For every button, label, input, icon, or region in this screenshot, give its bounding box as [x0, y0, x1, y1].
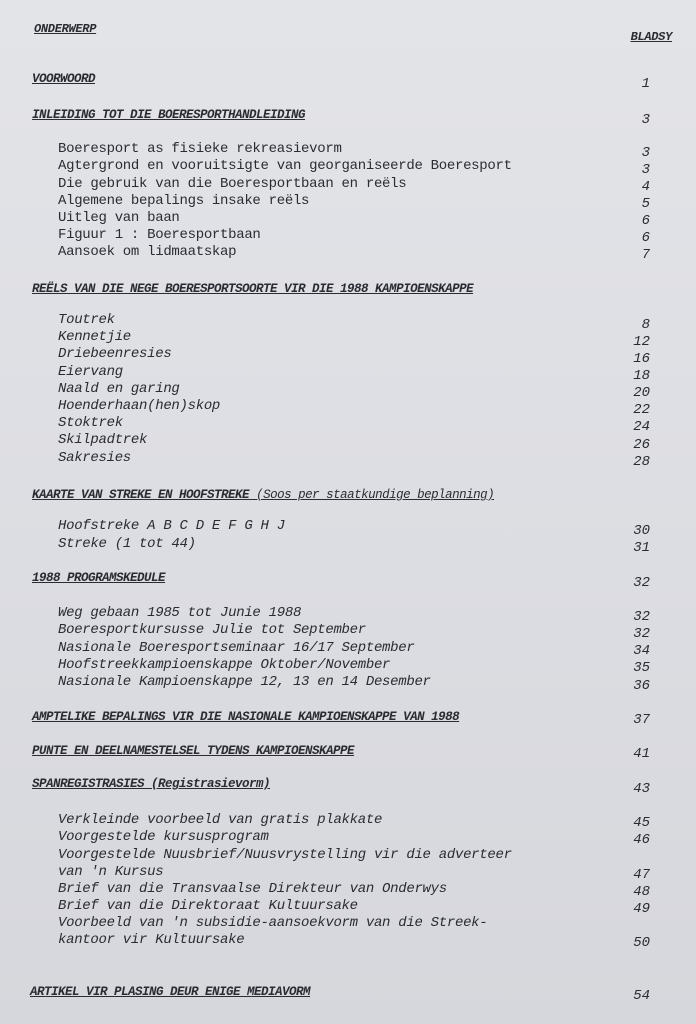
toc-item: Brief van die Transvaalse Direkteur van Onderwys	[58, 881, 447, 897]
toc-item-page: 34	[633, 643, 650, 659]
section-title: 1988 PROGRAMSKEDULE	[32, 571, 166, 585]
toc-item: Verkleinde voorbeeld van gratis plakkate	[58, 812, 383, 828]
toc-item: Figuur 1 : Boeresportbaan	[58, 227, 261, 243]
toc-item: van 'n Kursus	[58, 864, 164, 880]
toc-item: Driebeenresies	[58, 346, 172, 362]
toc-item: Boeresportkursusse Julie tot September	[58, 622, 366, 638]
toc-item: Streke (1 tot 44)	[58, 536, 196, 552]
toc-item: Kennetjie	[58, 329, 131, 345]
toc-item: Hoofstreekkampioenskappe Oktober/November	[58, 657, 391, 673]
toc-item-page: 32	[633, 609, 650, 625]
section-page: 43	[633, 781, 650, 797]
toc-item: Nasionale Kampioenskappe 12, 13 en 14 Desember	[58, 674, 431, 690]
toc-item-page: 49	[633, 901, 650, 917]
toc-item-page: 26	[633, 437, 650, 453]
column-header-page: BLADSY	[630, 30, 672, 44]
toc-item-page: 30	[633, 523, 650, 539]
toc-item-page: 35	[633, 660, 650, 676]
toc-item: Brief van die Direktoraat Kultuursake	[58, 898, 358, 914]
toc-item: Voorgestelde kursusprogram	[58, 829, 269, 845]
toc-item-page: 16	[633, 351, 650, 367]
toc-item-page: 8	[641, 317, 650, 333]
section-page: 41	[633, 746, 650, 762]
toc-item-page: 48	[633, 884, 650, 900]
toc-item-page: 46	[633, 832, 650, 848]
toc-item-page: 47	[633, 867, 650, 883]
toc-item: Weg gebaan 1985 tot Junie 1988	[58, 605, 302, 621]
toc-item: kantoor vir Kultuursake	[58, 932, 245, 948]
section-title: ARTIKEL VIR PLASING DEUR ENIGE MEDIAVORM	[30, 985, 311, 999]
toc-item: Toutrek	[58, 312, 115, 328]
toc-item-page: 31	[633, 540, 650, 556]
section-title: SPANREGISTRASIES (Registrasievorm)	[32, 777, 271, 791]
toc-item-page: 36	[633, 678, 650, 694]
column-header-subject: ONDERWERP	[34, 22, 97, 36]
toc-item: Naald en garing	[58, 381, 180, 397]
section-title	[32, 488, 494, 502]
toc-item-page: 32	[633, 626, 650, 642]
toc-item: Skilpadtrek	[58, 432, 148, 448]
toc-item-page: 22	[633, 402, 650, 418]
section-page: 1	[641, 76, 650, 92]
toc-item-page: 45	[633, 815, 650, 831]
section-title: PUNTE EN DEELNAMESTELSEL TYDENS KAMPIOENSKAPPE	[32, 744, 355, 758]
toc-item-page: 20	[633, 385, 650, 401]
toc-item-page: 24	[633, 419, 650, 435]
section-title: INLEIDING TOT DIE BOERESPORTHANDLEIDING	[32, 108, 306, 122]
section-title-main: KAARTE VAN STREKE EN HOOFSTREKE	[32, 488, 250, 502]
section-page: 37	[633, 712, 650, 728]
section-title: AMPTELIKE BEPALINGS VIR DIE NASIONALE KAMPIOENSKAPPE VAN 1988	[32, 710, 460, 724]
toc-item-page: 7	[641, 247, 650, 263]
section-title: REËLS VAN DIE NEGE BOERESPORTSOORTE VIR DIE 1988 KAMPIOENSKAPPE	[32, 282, 474, 296]
section-page: 32	[633, 575, 650, 591]
section-page: 3	[641, 112, 650, 128]
toc-item: Hoenderhaan(hen)skop	[58, 398, 221, 414]
toc-item-page: 5	[641, 196, 650, 212]
toc-item: Hoofstreke A B C D E F G H J	[58, 518, 285, 534]
toc-item: Agtergrond en vooruitsigte van georganiseerde Boeresport	[58, 158, 512, 174]
toc-item: Die gebruik van die Boeresportbaan en reëls	[58, 176, 407, 192]
toc-item-page: 3	[641, 145, 650, 161]
toc-item: Boeresport as fisieke rekreasievorm	[58, 141, 342, 157]
toc-item-page: 12	[633, 334, 650, 350]
toc-item-page: 18	[633, 368, 650, 384]
toc-item: Aansoek om lidmaatskap	[58, 244, 237, 260]
toc-item-page: 6	[641, 213, 650, 229]
toc-item: Voorbeeld van 'n subsidie-aansoekvorm van die Streek-	[58, 915, 488, 931]
toc-item: Sakresies	[58, 450, 131, 466]
toc-item-page: 28	[633, 454, 650, 470]
toc-item-page: 4	[641, 179, 650, 195]
toc-item: Uitleg van baan	[58, 210, 180, 226]
toc-item: Nasionale Boeresportseminaar 16/17 September	[58, 640, 415, 656]
toc-item: Algemene bepalings insake reëls	[58, 193, 310, 209]
section-title: VOORWOORD	[32, 72, 96, 86]
toc-item: Eiervang	[58, 364, 123, 380]
section-title-note: (Soos per staatkundige beplanning)	[256, 488, 495, 502]
section-page: 54	[633, 988, 650, 1004]
toc-item: Voorgestelde Nuusbrief/Nuusvrystelling vir die adverteer	[58, 847, 512, 863]
toc-item-page: 6	[641, 230, 650, 246]
toc-item-page: 3	[641, 162, 650, 178]
toc-item-page: 50	[633, 935, 650, 951]
toc-item: Stoktrek	[58, 415, 123, 431]
